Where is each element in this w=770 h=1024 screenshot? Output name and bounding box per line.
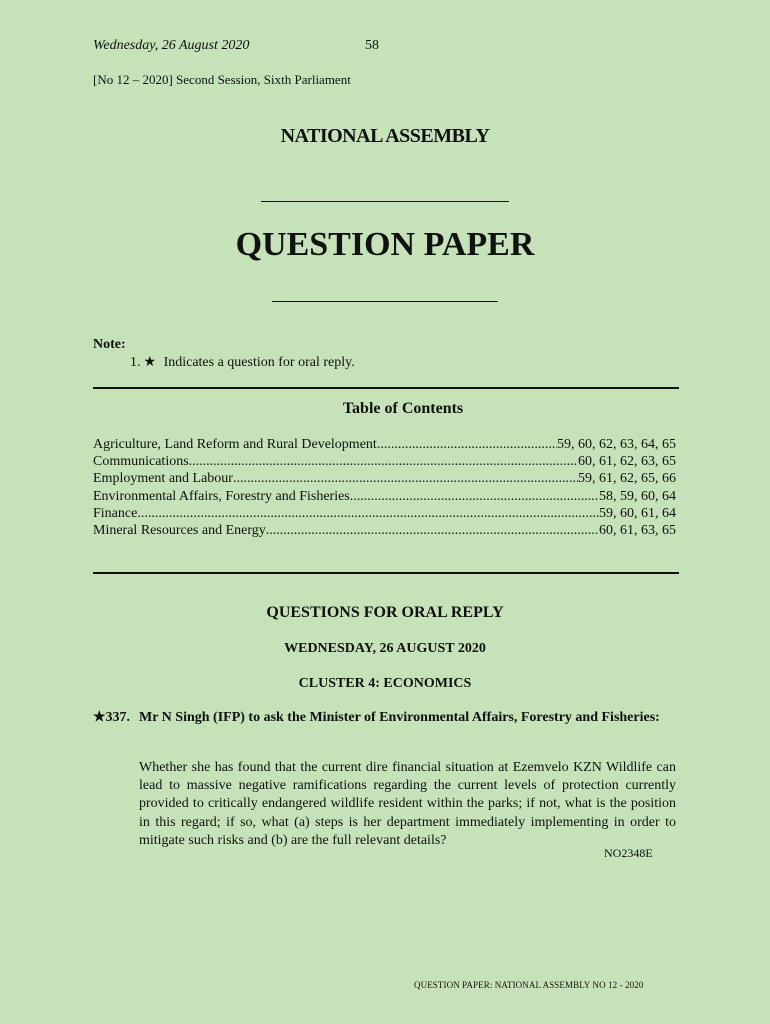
toc-entry[interactable] bbox=[93, 453, 676, 470]
note-item-number: 1. bbox=[130, 355, 141, 370]
toc-subject: Agriculture, Land Reform and Rural Development bbox=[93, 437, 377, 452]
toc-entry[interactable] bbox=[93, 488, 676, 505]
house-title: NATIONAL ASSEMBLY bbox=[280, 125, 490, 147]
question-number: ★337. bbox=[93, 710, 131, 725]
note-item bbox=[130, 354, 355, 371]
document-title: QUESTION PAPER bbox=[235, 226, 535, 263]
cluster-title: CLUSTER 4: ECONOMICS bbox=[298, 676, 472, 691]
section-date: WEDNESDAY, 26 AUGUST 2020 bbox=[284, 641, 486, 656]
star-icon: ★ bbox=[143, 355, 157, 370]
page-number: 58 bbox=[365, 38, 379, 53]
toc-subject: Employment and Labour bbox=[93, 471, 233, 487]
toc-leader bbox=[377, 436, 557, 453]
toc-title: Table of Contents bbox=[342, 400, 464, 417]
toc-subject: Communications bbox=[93, 454, 189, 470]
toc-pages: 59, 60, 62, 63, 64, 65 bbox=[557, 437, 676, 452]
toc-leader bbox=[189, 453, 578, 470]
header-date: Wednesday, 26 August 2020 bbox=[93, 38, 250, 53]
toc-pages: 60, 61, 62, 63, 65 bbox=[578, 454, 676, 470]
toc-entry[interactable] bbox=[93, 522, 676, 539]
toc-entry[interactable] bbox=[93, 436, 676, 453]
divider-rule bbox=[272, 301, 498, 302]
toc-leader bbox=[350, 488, 599, 505]
toc-subject: Environmental Affairs, Forestry and Fisheries bbox=[93, 488, 350, 504]
divider-rule bbox=[261, 201, 509, 202]
toc-entry[interactable] bbox=[93, 470, 676, 487]
note-label: Note: bbox=[93, 337, 126, 352]
toc-pages: 59, 60, 61, 64 bbox=[599, 505, 676, 521]
toc-entry[interactable] bbox=[93, 505, 676, 522]
toc-pages: 58, 59, 60, 64 bbox=[599, 488, 676, 504]
toc-leader bbox=[137, 505, 599, 522]
table-of-contents bbox=[93, 436, 676, 539]
toc-subject: Mineral Resources and Energy bbox=[93, 523, 266, 539]
toc-leader bbox=[266, 522, 599, 539]
note-item-text: Indicates a question for oral reply. bbox=[163, 355, 355, 370]
toc-leader bbox=[233, 470, 578, 487]
session-line: [No 12 – 2020] Second Session, Sixth Parliament bbox=[93, 72, 351, 87]
toc-subject: Finance bbox=[93, 505, 138, 521]
toc-pages: 60, 61, 63, 65 bbox=[599, 523, 676, 539]
section-rule bbox=[93, 387, 679, 389]
question-heading: Mr N Singh (IFP) to ask the Minister of Environmental Affairs, Forestry and Fisheries: bbox=[139, 710, 660, 725]
page-footer: QUESTION PAPER: NATIONAL ASSEMBLY NO 12 - 2020 bbox=[414, 980, 644, 990]
section-rule bbox=[93, 572, 679, 574]
toc-pages: 59, 61, 62, 65, 66 bbox=[578, 471, 676, 487]
question-reference: NO2348E bbox=[604, 846, 653, 860]
section-title: QUESTIONS FOR ORAL REPLY bbox=[266, 604, 504, 621]
question-body: Whether she has found that the current dire financial situation at Ezemvelo KZN Wildlife can lead to massive negative ramifications regarding the current levels of protection currently provided to critically endangered wildlife resident within the parks; if not, what is the position in this regard; if so, what (a) steps is her department immediately implementing in order to mitigate such risks and (b) are the full relevant details? bbox=[139, 760, 676, 848]
